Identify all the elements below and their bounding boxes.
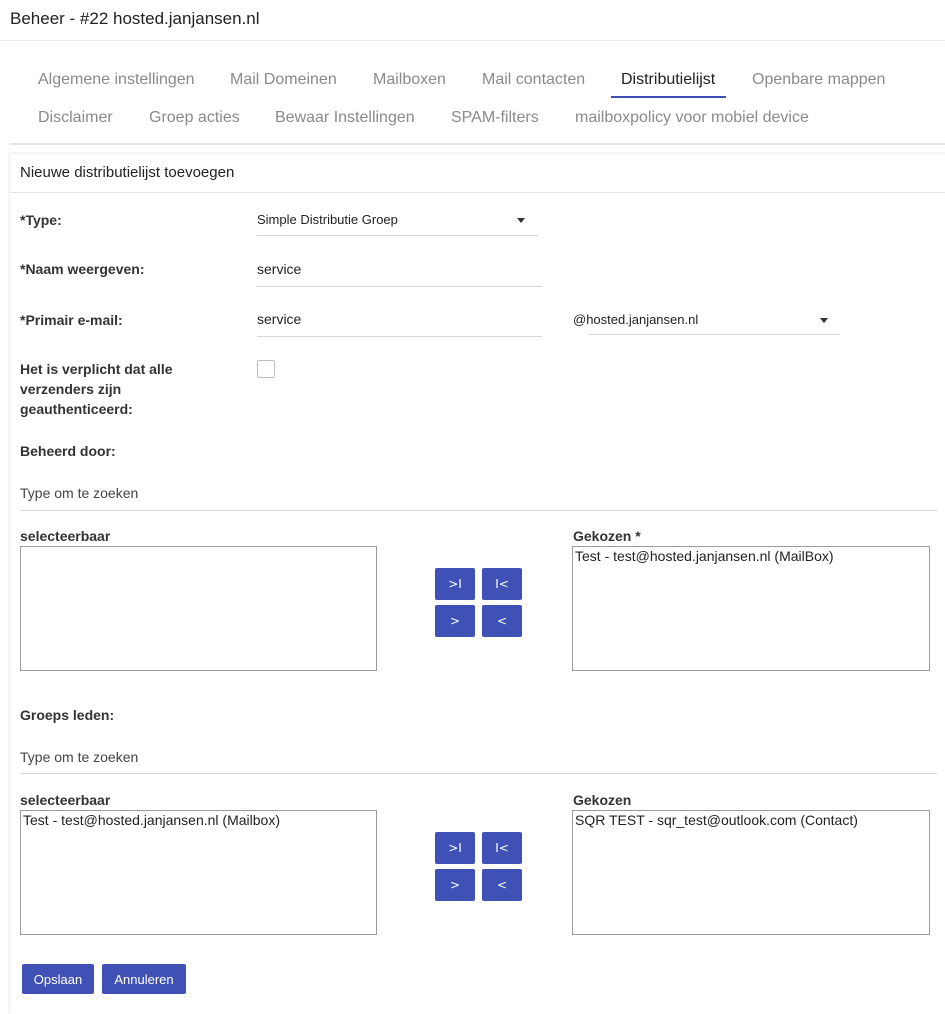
chevron-down-icon [820, 318, 828, 323]
managed-chosen-label: Gekozen * [573, 528, 641, 544]
managed-move-right-button[interactable]: > [435, 605, 475, 637]
email-input-underline [257, 336, 542, 337]
tab-algemene-instellingen[interactable]: Algemene instellingen [38, 71, 195, 88]
list-item[interactable]: Test - test@hosted.janjansen.nl (Mailbox) [23, 812, 280, 828]
managed-move-left-button[interactable]: < [482, 605, 522, 637]
tab-openbare-mappen[interactable]: Openbare mappen [752, 71, 886, 88]
members-chosen-label: Gekozen [573, 792, 632, 808]
tab-groep-acties[interactable]: Groep acties [149, 109, 240, 126]
active-tab-indicator [611, 96, 726, 98]
type-select[interactable] [257, 205, 538, 236]
cancel-button[interactable]: Annuleren [102, 964, 186, 994]
auth-label-line-2: verzenders zijn [20, 381, 122, 397]
type-label: *Type: [20, 212, 62, 228]
managed-move-all-left-button[interactable]: I< [482, 568, 522, 600]
managed-move-all-right-button[interactable]: >I [435, 568, 475, 600]
chevron-down-icon [517, 218, 525, 223]
email-label: *Primair e-mail: [20, 312, 123, 328]
tabs-divider [10, 143, 945, 145]
members-move-all-right-button[interactable]: >I [435, 832, 475, 864]
tab-mailboxpolicy-mobiel[interactable]: mailboxpolicy voor mobiel device [575, 109, 809, 126]
members-chosen-list[interactable] [572, 810, 930, 935]
list-item[interactable]: Test - test@hosted.janjansen.nl (MailBox) [575, 548, 834, 564]
managed-search-underline [20, 510, 937, 511]
members-available-label: selecteerbaar [20, 792, 111, 808]
members-search-underline [20, 773, 937, 774]
members-label: Groeps leden: [20, 707, 115, 723]
managed-chosen-list[interactable] [572, 546, 930, 671]
form-title-divider [10, 192, 945, 193]
tab-spam-filters[interactable]: SPAM-filters [451, 109, 539, 126]
members-move-left-button[interactable]: < [482, 869, 522, 901]
type-select-underline [257, 235, 538, 236]
tab-mailboxen[interactable]: Mailboxen [373, 71, 446, 88]
managed-search-input[interactable]: Type om te zoeken [20, 485, 139, 501]
domain-select-underline [588, 334, 840, 335]
tab-bewaar-instellingen[interactable]: Bewaar Instellingen [275, 109, 415, 126]
tab-bar [10, 41, 945, 145]
naam-input[interactable]: service [257, 261, 302, 277]
members-move-all-left-button[interactable]: I< [482, 832, 522, 864]
form-title: Nieuwe distributielijst toevoegen [20, 164, 235, 181]
list-item[interactable]: SQR TEST - sqr_test@outlook.com (Contact) [575, 812, 858, 828]
managed-available-list[interactable] [20, 546, 377, 671]
naam-label: *Naam weergeven: [20, 261, 145, 277]
auth-label-line-3: geauthenticeerd: [20, 401, 133, 417]
members-search-input[interactable]: Type om te zoeken [20, 749, 139, 765]
tab-mail-contacten[interactable]: Mail contacten [482, 71, 586, 88]
auth-required-checkbox[interactable] [257, 360, 275, 378]
members-move-right-button[interactable]: > [435, 869, 475, 901]
domain-select[interactable] [573, 305, 840, 335]
members-available-list[interactable] [20, 810, 377, 935]
type-select-value: Simple Distributie Groep [257, 212, 398, 227]
tab-disclaimer[interactable]: Disclaimer [38, 109, 113, 126]
managed-by-label: Beheerd door: [20, 443, 116, 459]
save-button[interactable]: Opslaan [22, 964, 94, 994]
page-title: Beheer - #22 hosted.janjansen.nl [10, 9, 260, 28]
auth-label-line-1: Het is verplicht dat alle [20, 361, 173, 377]
tab-mail-domeinen[interactable]: Mail Domeinen [230, 71, 337, 88]
managed-available-label: selecteerbaar [20, 528, 111, 544]
tab-distributielijst[interactable]: Distributielijst [621, 71, 716, 88]
email-input[interactable]: service [257, 311, 302, 327]
naam-input-underline [257, 286, 542, 287]
domain-select-value: @hosted.janjansen.nl [573, 312, 699, 327]
